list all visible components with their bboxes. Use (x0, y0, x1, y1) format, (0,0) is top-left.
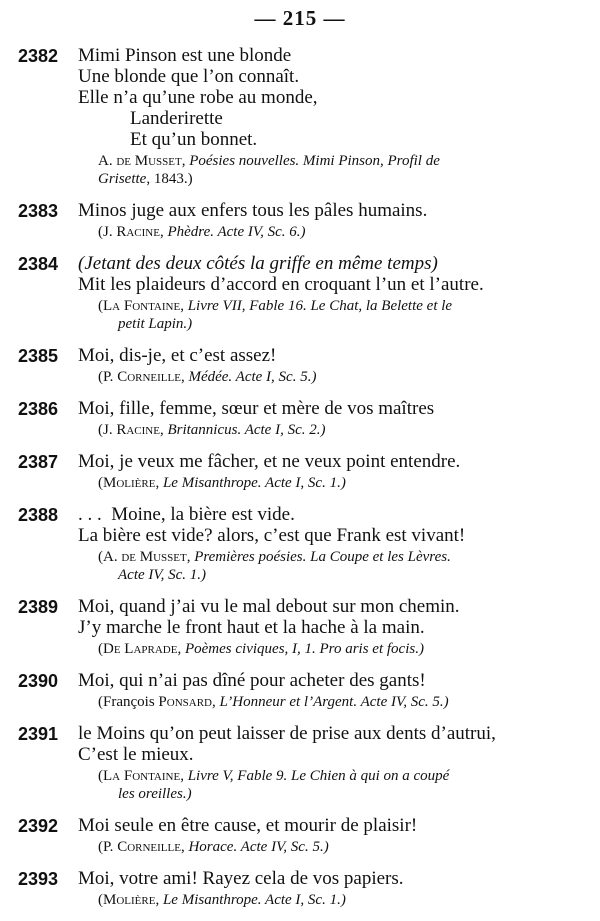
source-citation: (P. Corneille, Médée. Acte I, Sc. 5.) (98, 369, 317, 385)
source-citation: (A. de Musset, Premières poésies. La Coupe et les Lèvres. Acte IV, Sc. 1.) (98, 549, 451, 583)
quote-line: Moi, dis-je, et c’est assez! (78, 345, 277, 366)
source-citation: (Molière, Le Misanthrope. Acte I, Sc. 1.) (98, 475, 346, 491)
source-citation: (De Laprade, Poèmes civiques, I, 1. Pro aris et focis.) (98, 641, 424, 657)
entry-number: 2389 (18, 597, 59, 617)
entry-2390 (0, 670, 600, 711)
quote-line: Moi, votre ami! Rayez cela de vos papiers. (78, 868, 404, 889)
quote-line: J’y marche le front haut et la hache à la main. (78, 617, 425, 638)
entry-number: 2388 (18, 505, 59, 525)
entry-number: 2382 (18, 46, 59, 66)
quote-line: (Jetant des deux côtés la griffe en même temps) (78, 253, 438, 274)
source-citation: (La Fontaine, Livre V, Fable 9. Le Chien à qui on a coupé les oreilles.) (98, 768, 450, 802)
quote-line: Moi, fille, femme, sœur et mère de vos maîtres (78, 398, 435, 419)
entry-number: 2391 (18, 724, 59, 744)
page-number: — 215 — (254, 6, 346, 30)
entry-number: 2387 (18, 452, 59, 472)
entry-number: 2383 (18, 201, 59, 221)
entry-2387 (0, 451, 600, 492)
quote-line: Mit les plaideurs d’accord en croquant l’un et l’autre. (78, 274, 484, 295)
entry-number: 2385 (18, 346, 59, 366)
quote-line: le Moins qu’on peut laisser de prise aux dents d’autrui, (78, 723, 496, 744)
entry-number: 2392 (18, 816, 59, 836)
quote-line: . . . Moine, la bière est vide. (78, 504, 295, 525)
quote-line: Moi seule en être cause, et mourir de plaisir! (78, 815, 418, 836)
entry-number: 2384 (18, 254, 59, 274)
source-citation: (P. Corneille, Horace. Acte IV, Sc. 5.) (98, 839, 329, 855)
entry-2393 (0, 868, 600, 909)
entry-2388 (0, 504, 600, 584)
entry-2382 (0, 45, 600, 188)
source-citation: (J. Racine, Britannicus. Acte I, Sc. 2.) (98, 422, 326, 438)
entry-number: 2386 (18, 399, 59, 419)
entry-2391 (0, 723, 600, 803)
quote-line: C’est le mieux. (78, 744, 194, 765)
quote-line: La bière est vide? alors, c’est que Frank est vivant! (78, 525, 466, 546)
source-citation: (François Ponsard, L’Honneur et l’Argent. Acte IV, Sc. 5.) (98, 694, 449, 710)
quote-line: Et qu’un bonnet. (130, 129, 258, 150)
entry-2384 (0, 253, 600, 333)
entry-2385 (0, 345, 600, 386)
entry-number: 2390 (18, 671, 59, 691)
quote-line: Elle n’a qu’une robe au monde, (78, 87, 318, 108)
source-citation: (La Fontaine, Livre VII, Fable 16. Le Chat, la Belette et le petit Lapin.) (98, 298, 453, 332)
quote-line: Moi, quand j’ai vu le mal debout sur mon chemin. (78, 596, 460, 617)
source-citation: (J. Racine, Phèdre. Acte IV, Sc. 6.) (98, 224, 306, 240)
quote-line: Une blonde que l’on connaît. (78, 66, 300, 87)
entry-2392 (0, 815, 600, 856)
source-citation: A. de Musset, Poésies nouvelles. Mimi Pinson, Profil de Grisette, 1843.) (98, 153, 440, 187)
entry-number: 2393 (18, 869, 59, 889)
entry-2389 (0, 596, 600, 658)
quote-line: Moi, qui n’ai pas dîné pour acheter des gants! (78, 670, 426, 691)
source-citation: (Molière, Le Misanthrope. Acte I, Sc. 1.) (98, 892, 346, 908)
quote-line: Landerirette (130, 108, 223, 129)
entry-2383 (0, 200, 600, 241)
quote-line: Minos juge aux enfers tous les pâles humains. (78, 200, 428, 221)
entry-2386 (0, 398, 600, 439)
quote-line: Moi, je veux me fâcher, et ne veux point entendre. (78, 451, 461, 472)
quote-line: Mimi Pinson est une blonde (78, 45, 292, 66)
quotation-list (0, 45, 600, 921)
